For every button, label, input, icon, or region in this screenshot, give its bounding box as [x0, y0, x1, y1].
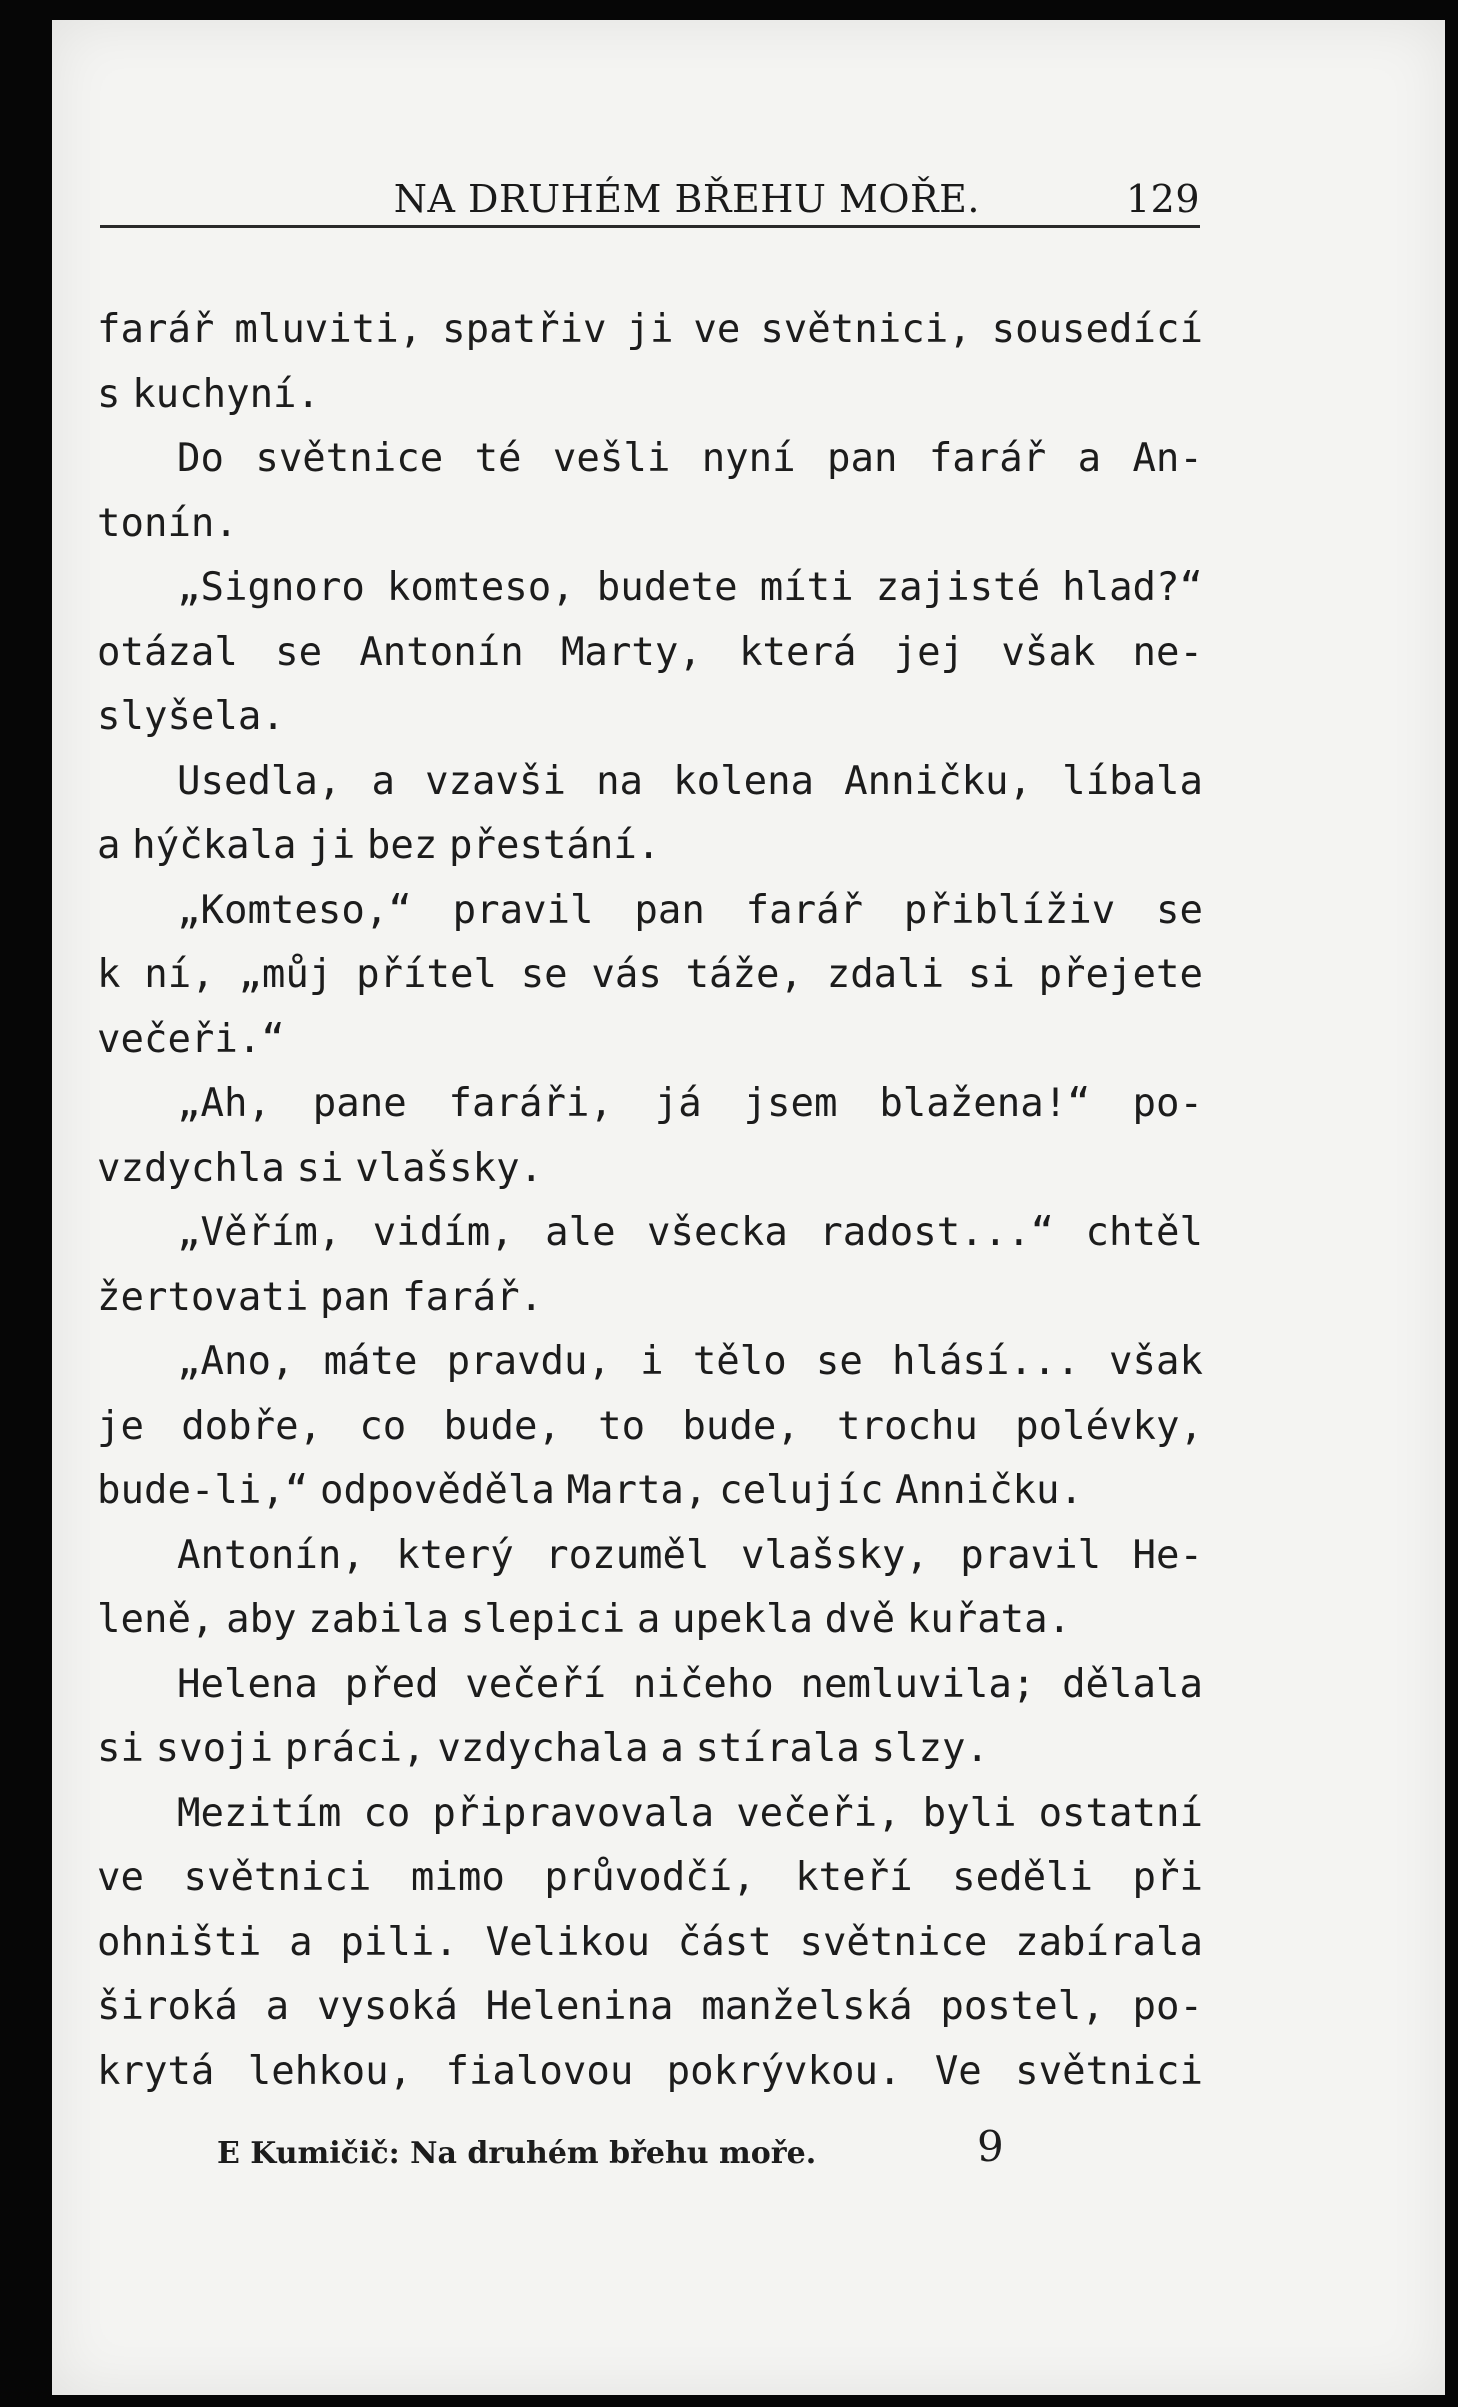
word: se	[815, 1339, 863, 1384]
word: trochu	[837, 1403, 978, 1449]
text-line	[97, 814, 1203, 879]
word: si	[296, 1145, 344, 1191]
word: vás	[591, 952, 662, 997]
word: míti	[759, 565, 854, 610]
word: vysoká	[316, 1984, 458, 2029]
word: Anničku.	[895, 1468, 1083, 1513]
word: večeři,	[736, 1790, 901, 1836]
text-line	[97, 298, 1203, 363]
page-footer	[150, 2122, 1050, 2182]
word: jsem	[743, 1081, 838, 1126]
word: pokrývkou.	[666, 2048, 902, 2094]
word: tělo	[692, 1339, 787, 1384]
word: dobře,	[181, 1403, 323, 1449]
word: radost...“	[819, 1210, 1055, 1255]
word: a	[371, 758, 395, 804]
word: zabírala	[1015, 1919, 1203, 1965]
word: tonín.	[97, 500, 238, 546]
word: Do	[177, 436, 224, 481]
word: „Signoro	[177, 565, 365, 610]
word: otázal	[97, 629, 238, 675]
text-line	[97, 943, 1203, 1008]
word: si	[967, 952, 1015, 997]
word: seděli	[952, 1855, 1094, 1900]
word: farář	[745, 887, 864, 933]
word: farář	[928, 436, 1047, 481]
word: Velikou	[485, 1919, 650, 1965]
word: přejete	[1038, 952, 1203, 997]
word: „Ah,	[177, 1081, 271, 1126]
text-line	[97, 1266, 1203, 1331]
word: Helena	[177, 1661, 318, 1707]
word: Ve	[934, 2048, 982, 2094]
word: chtěl	[1085, 1210, 1203, 1255]
word: Usedla,	[177, 758, 342, 804]
word: to	[598, 1403, 646, 1449]
text-line	[97, 1524, 1203, 1589]
word: sousedící	[991, 307, 1203, 352]
word: ničeho	[632, 1661, 774, 1707]
word: vzdychala	[437, 1726, 649, 1771]
text-line	[97, 363, 1203, 428]
word: leně,	[97, 1597, 215, 1642]
word: pan	[634, 887, 705, 933]
word: večeří	[465, 1661, 607, 1707]
word: Antonín	[359, 629, 524, 675]
word: ale	[545, 1210, 616, 1255]
word: zabila	[308, 1597, 450, 1642]
word: Mezitím	[177, 1790, 342, 1836]
word: líbala	[1062, 758, 1203, 804]
text-line	[97, 1459, 1203, 1524]
word: nyní	[701, 436, 796, 481]
word: krytá	[97, 2048, 215, 2094]
text-line	[97, 1717, 1203, 1782]
text-line	[97, 1653, 1203, 1718]
word: na	[596, 758, 644, 804]
text-line	[97, 492, 1203, 557]
word: Anničku,	[844, 758, 1032, 804]
word: přiblíživ	[903, 887, 1116, 933]
word: hlad?“	[1062, 565, 1203, 610]
word: bez	[366, 823, 438, 868]
word: vlašsky.	[355, 1145, 544, 1191]
word: komteso,	[386, 565, 575, 610]
word: však	[1109, 1339, 1203, 1384]
text-line	[97, 427, 1203, 492]
page-number: 129	[1125, 177, 1200, 221]
word: manželská	[701, 1984, 913, 2029]
word: postel,	[940, 1984, 1105, 2029]
text-line	[97, 1008, 1203, 1073]
word: slepici	[460, 1597, 626, 1642]
word: té	[474, 436, 522, 481]
word: kolena	[673, 758, 815, 804]
word: budete	[596, 565, 738, 610]
word: k	[97, 952, 121, 997]
word: se	[275, 629, 323, 675]
word: bude,	[682, 1403, 800, 1449]
word: světnice	[255, 436, 444, 481]
word: jej	[893, 629, 965, 675]
word: široká	[97, 1984, 238, 2029]
text-line	[97, 1588, 1203, 1653]
word: „můj	[238, 952, 333, 997]
word: polévky,	[1015, 1403, 1203, 1449]
word: dělala	[1062, 1661, 1203, 1707]
word: blažena!“	[879, 1081, 1091, 1126]
word: která	[739, 629, 857, 675]
text-line	[97, 1137, 1203, 1202]
word: „Komteso,“	[177, 887, 412, 933]
word: co	[363, 1790, 411, 1836]
word: pan	[320, 1274, 391, 1320]
word: a	[265, 1984, 290, 2029]
running-title: NA DRUHÉM BŘEHU MOŘE.	[393, 177, 980, 221]
word: „Ano,	[177, 1339, 295, 1384]
text-line	[97, 1072, 1203, 1137]
word: faráři,	[448, 1081, 613, 1126]
word: a	[636, 1597, 661, 1642]
word: mimo	[410, 1855, 505, 1900]
text-line	[97, 1201, 1203, 1266]
word: přestání.	[449, 823, 661, 868]
text-line	[97, 879, 1203, 944]
text-line	[97, 2040, 1203, 2105]
text-line	[97, 1782, 1203, 1847]
word: Helenina	[485, 1984, 674, 2029]
text-line	[97, 1395, 1203, 1460]
word: ji	[626, 307, 674, 352]
word: však	[1001, 629, 1096, 675]
word: slzy.	[871, 1726, 989, 1771]
word: ní,	[144, 952, 215, 997]
word: hlásí...	[892, 1339, 1080, 1384]
word: bude,	[443, 1403, 561, 1449]
word: svoji	[155, 1726, 274, 1771]
word: se	[520, 952, 568, 997]
word: a	[289, 1919, 313, 1965]
word: který	[396, 1532, 514, 1578]
word: slyšela.	[97, 694, 285, 739]
word: kuřata.	[906, 1597, 1072, 1642]
text-line	[97, 621, 1203, 686]
word: zajisté	[875, 565, 1041, 610]
word: před	[344, 1661, 439, 1707]
word: já	[654, 1081, 702, 1126]
word: dvě	[824, 1597, 896, 1642]
text-line	[97, 685, 1203, 750]
word: upekla	[672, 1597, 813, 1642]
word: mluviti,	[234, 307, 423, 352]
word: ne-	[1132, 629, 1203, 675]
word: večeři.“	[97, 1016, 285, 1062]
word: a	[97, 823, 121, 868]
word: se	[1156, 887, 1203, 933]
word: ohništi	[97, 1919, 262, 1965]
word: „Věřím,	[177, 1210, 342, 1255]
word: Antonín,	[177, 1532, 365, 1578]
word: lehkou,	[247, 2048, 413, 2094]
word: vešli	[552, 436, 671, 481]
word: světnici	[1015, 2048, 1203, 2094]
word: všecka	[646, 1210, 788, 1255]
text-line	[97, 1911, 1203, 1976]
word: připravovala	[432, 1790, 715, 1836]
word: fialovou	[445, 2048, 634, 2094]
word: spatřiv	[442, 307, 607, 352]
word: pravdu,	[446, 1339, 612, 1384]
word: a	[660, 1726, 684, 1771]
word: byli	[922, 1790, 1017, 1836]
word: vzdychla	[97, 1145, 285, 1191]
word: i	[640, 1339, 664, 1384]
word: s	[97, 371, 121, 417]
word: bude-li,“	[97, 1468, 309, 1513]
word: světnici	[183, 1855, 372, 1900]
word: Marty,	[560, 629, 702, 675]
word: je	[97, 1403, 144, 1449]
sheet-mark: 9	[977, 2122, 1004, 2171]
word: pravil	[452, 887, 594, 933]
word: světnici,	[760, 307, 972, 352]
word: si	[97, 1726, 144, 1771]
word: ji	[308, 823, 356, 868]
word: část	[677, 1919, 772, 1965]
word: pan	[826, 436, 898, 481]
header-rule	[100, 225, 1200, 228]
word: farář.	[402, 1274, 544, 1320]
word: He-	[1132, 1532, 1203, 1578]
word: ostatní	[1038, 1790, 1203, 1836]
word: po-	[1132, 1984, 1203, 2029]
word: pili.	[340, 1919, 458, 1965]
word: táže,	[685, 952, 803, 997]
word: An-	[1132, 436, 1203, 481]
word: farář	[97, 307, 215, 352]
word: stírala	[695, 1726, 860, 1771]
word: zdali	[826, 952, 945, 997]
word: žertovati	[97, 1274, 309, 1320]
word: vidím,	[372, 1210, 514, 1255]
word: ve	[97, 1855, 144, 1900]
word: odpověděla	[320, 1468, 555, 1513]
text-line	[97, 1975, 1203, 2040]
word: ve	[693, 307, 741, 352]
word: kuchyní.	[132, 371, 321, 417]
word: po-	[1132, 1081, 1203, 1126]
word: vzavši	[425, 758, 566, 804]
signature-line: E Kumičič: Na druhém břehu moře.	[217, 2136, 817, 2171]
word: při	[1132, 1855, 1203, 1900]
word: pravil	[960, 1532, 1102, 1578]
text-line	[97, 1330, 1203, 1395]
word: pane	[312, 1081, 407, 1126]
text-line	[97, 556, 1203, 621]
word: aby	[226, 1597, 297, 1642]
word: nemluvila;	[800, 1661, 1036, 1707]
text-line	[97, 1846, 1203, 1911]
word: rozuměl	[545, 1532, 710, 1578]
word: vlašsky,	[740, 1532, 929, 1578]
word: hýčkala	[132, 823, 297, 868]
word: Marta,	[566, 1468, 708, 1513]
body-text	[97, 298, 1203, 2104]
word: celujíc	[719, 1468, 884, 1513]
word: co	[359, 1403, 407, 1449]
word: průvodčí,	[544, 1855, 756, 1900]
word: kteří	[795, 1855, 913, 1900]
text-line	[97, 750, 1203, 815]
word: a	[1077, 436, 1102, 481]
page-header	[100, 165, 1200, 225]
word: práci,	[284, 1726, 426, 1771]
word: máte	[323, 1339, 418, 1384]
word: přítel	[356, 952, 497, 997]
word: světnice	[799, 1919, 988, 1965]
